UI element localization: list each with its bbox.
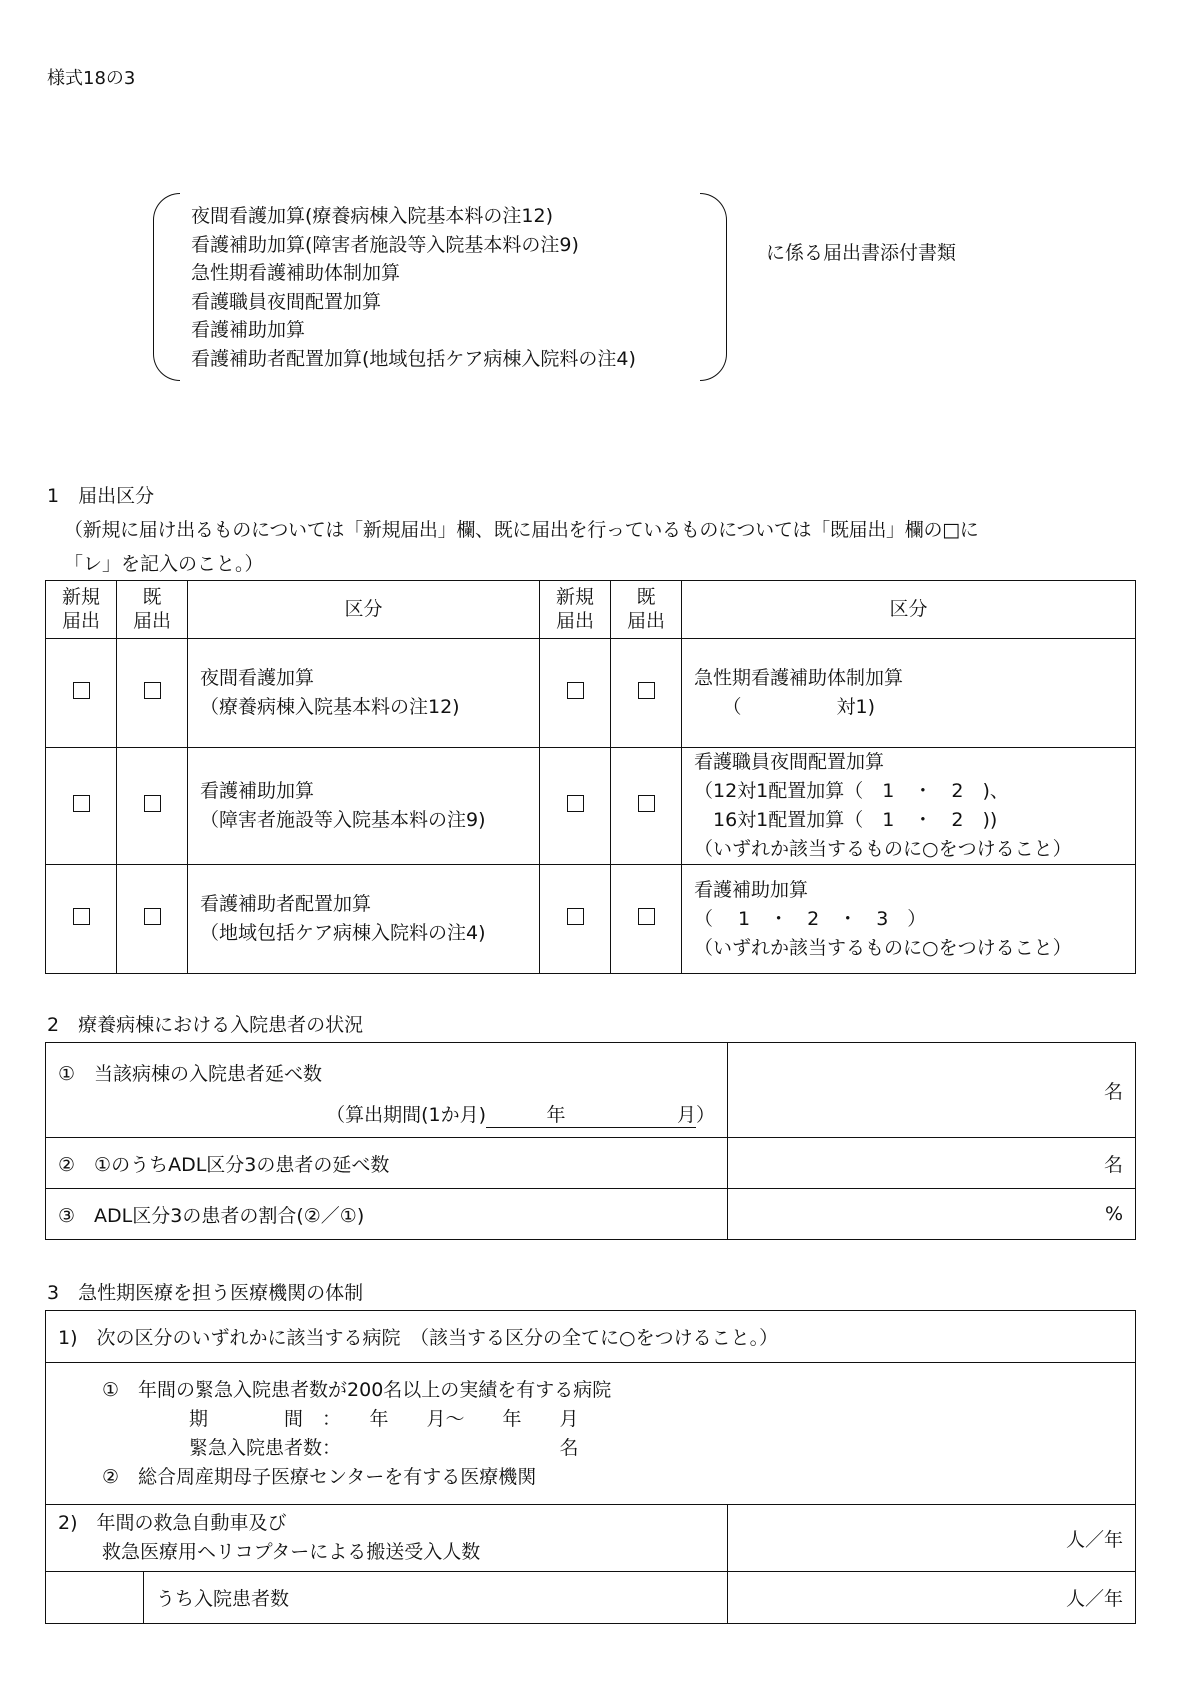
table-row bbox=[46, 1505, 1136, 1572]
item2-sub-label: うち入院患者数 bbox=[144, 1572, 728, 1624]
title-item: 夜間看護加算(療養病棟入院基本料の注12) bbox=[191, 205, 554, 227]
title-item: 看護職員夜間配置加算 bbox=[191, 290, 382, 313]
form-number: 様式18の3 bbox=[47, 68, 136, 89]
checkbox-new[interactable] bbox=[567, 908, 584, 925]
adl3-total-value[interactable]: 名 bbox=[728, 1138, 1136, 1189]
checkbox-existing[interactable] bbox=[638, 682, 655, 699]
right-bracket bbox=[700, 193, 727, 381]
section1-note-line1: （新規に届け出るものについては「新規届出」欄、既に届出を行っているものについては「既届出」欄の□に bbox=[64, 519, 979, 541]
adl3-ratio-label: ③ ADL区分3の患者の割合(②／①) bbox=[46, 1189, 728, 1240]
table-row bbox=[46, 1572, 1136, 1624]
section1-note-line2: 「レ」を記入のこと。） bbox=[64, 553, 264, 575]
header-existing: 既 届出 bbox=[611, 581, 682, 639]
checkbox-new[interactable] bbox=[73, 795, 90, 812]
checkbox-new[interactable] bbox=[567, 795, 584, 812]
section1-heading: 1 届出区分 bbox=[47, 485, 155, 507]
item1-details: ① 年間の緊急入院患者数が200名以上の実績を有する病院 期 間 ： 年 月～ 年 月 緊急入院患者数： 名 ② 総合周産期母子医療センターを有する医療機関 bbox=[46, 1363, 1136, 1505]
table-row bbox=[46, 1043, 1136, 1138]
table-row bbox=[46, 748, 1136, 865]
section2-table bbox=[45, 1042, 1136, 1240]
category-nursing-support-2: 看護補助加算 （ 1 ・ 2 ・ 3 ） （いずれか該当するものに○をつけること） bbox=[682, 865, 1136, 974]
checkbox-existing[interactable] bbox=[638, 908, 655, 925]
section3-table bbox=[45, 1310, 1136, 1624]
header-new: 新規 届出 bbox=[46, 581, 117, 639]
category-nursing-support: 看護補助加算 （障害者施設等入院基本料の注9) bbox=[188, 748, 540, 865]
inpatient-total-value[interactable]: 名 bbox=[728, 1043, 1136, 1138]
table-row bbox=[46, 1138, 1136, 1189]
item2-label: 2) 年間の救急自動車及び 救急医療用ヘリコプターによる搬送受入人数 bbox=[46, 1505, 728, 1572]
header-new: 新規 届出 bbox=[540, 581, 611, 639]
checkbox-existing[interactable] bbox=[144, 795, 161, 812]
title-suffix: に係る届出書添付書類 bbox=[766, 242, 957, 264]
section1-table bbox=[45, 580, 1136, 974]
adl3-total-label: ② ①のうちADL区分3の患者の延べ数 bbox=[46, 1138, 728, 1189]
adl3-ratio-value[interactable]: % bbox=[728, 1189, 1136, 1240]
checkbox-existing[interactable] bbox=[144, 682, 161, 699]
checkbox-existing[interactable] bbox=[144, 908, 161, 925]
title-item: 看護補助者配置加算(地域包括ケア病棟入院料の注4) bbox=[191, 347, 636, 370]
title-items bbox=[191, 202, 636, 373]
inpatient-total-label: ① 当該病棟の入院患者延べ数 （算出期間(1か月) 年 月） bbox=[46, 1043, 728, 1138]
checkbox-new[interactable] bbox=[73, 682, 90, 699]
item2-sub-value[interactable]: 人／年 bbox=[728, 1572, 1136, 1624]
header-category: 区分 bbox=[682, 581, 1136, 639]
section3-heading: 3 急性期医療を担う医療機関の体制 bbox=[47, 1282, 364, 1304]
checkbox-new[interactable] bbox=[567, 682, 584, 699]
table-row bbox=[46, 1189, 1136, 1240]
table-row bbox=[46, 639, 1136, 748]
checkbox-new[interactable] bbox=[73, 908, 90, 925]
category-acute-nursing-support: 急性期看護補助体制加算 （ 対1) bbox=[682, 639, 1136, 748]
category-support-staff-allocation: 看護補助者配置加算 （地域包括ケア病棟入院料の注4) bbox=[188, 865, 540, 974]
item2-value[interactable]: 人／年 bbox=[728, 1505, 1136, 1572]
category-night-staff-allocation: 看護職員夜間配置加算 （12対1配置加算（ 1 ・ 2 )、 16対1配置加算（ 1 ・ 2 )) （いずれか該当するものに○をつけること） bbox=[682, 748, 1136, 865]
item1-label: 1) 次の区分のいずれかに該当する病院 （該当する区分の全てに○をつけること。） bbox=[46, 1311, 1136, 1363]
checkbox-existing[interactable] bbox=[638, 795, 655, 812]
title-item: 看護補助加算 bbox=[191, 319, 306, 341]
header-existing: 既 届出 bbox=[117, 581, 188, 639]
title-item: 看護補助加算(障害者施設等入院基本料の注9) bbox=[191, 233, 579, 256]
section2-heading: 2 療養病棟における入院患者の状況 bbox=[47, 1014, 364, 1036]
category-night-nursing: 夜間看護加算 （療養病棟入院基本料の注12) bbox=[188, 639, 540, 748]
table-row bbox=[46, 1363, 1136, 1505]
table-row bbox=[46, 865, 1136, 974]
title-item: 急性期看護補助体制加算 bbox=[191, 262, 401, 284]
header-category: 区分 bbox=[188, 581, 540, 639]
left-bracket bbox=[153, 193, 180, 381]
table-row bbox=[46, 1311, 1136, 1363]
